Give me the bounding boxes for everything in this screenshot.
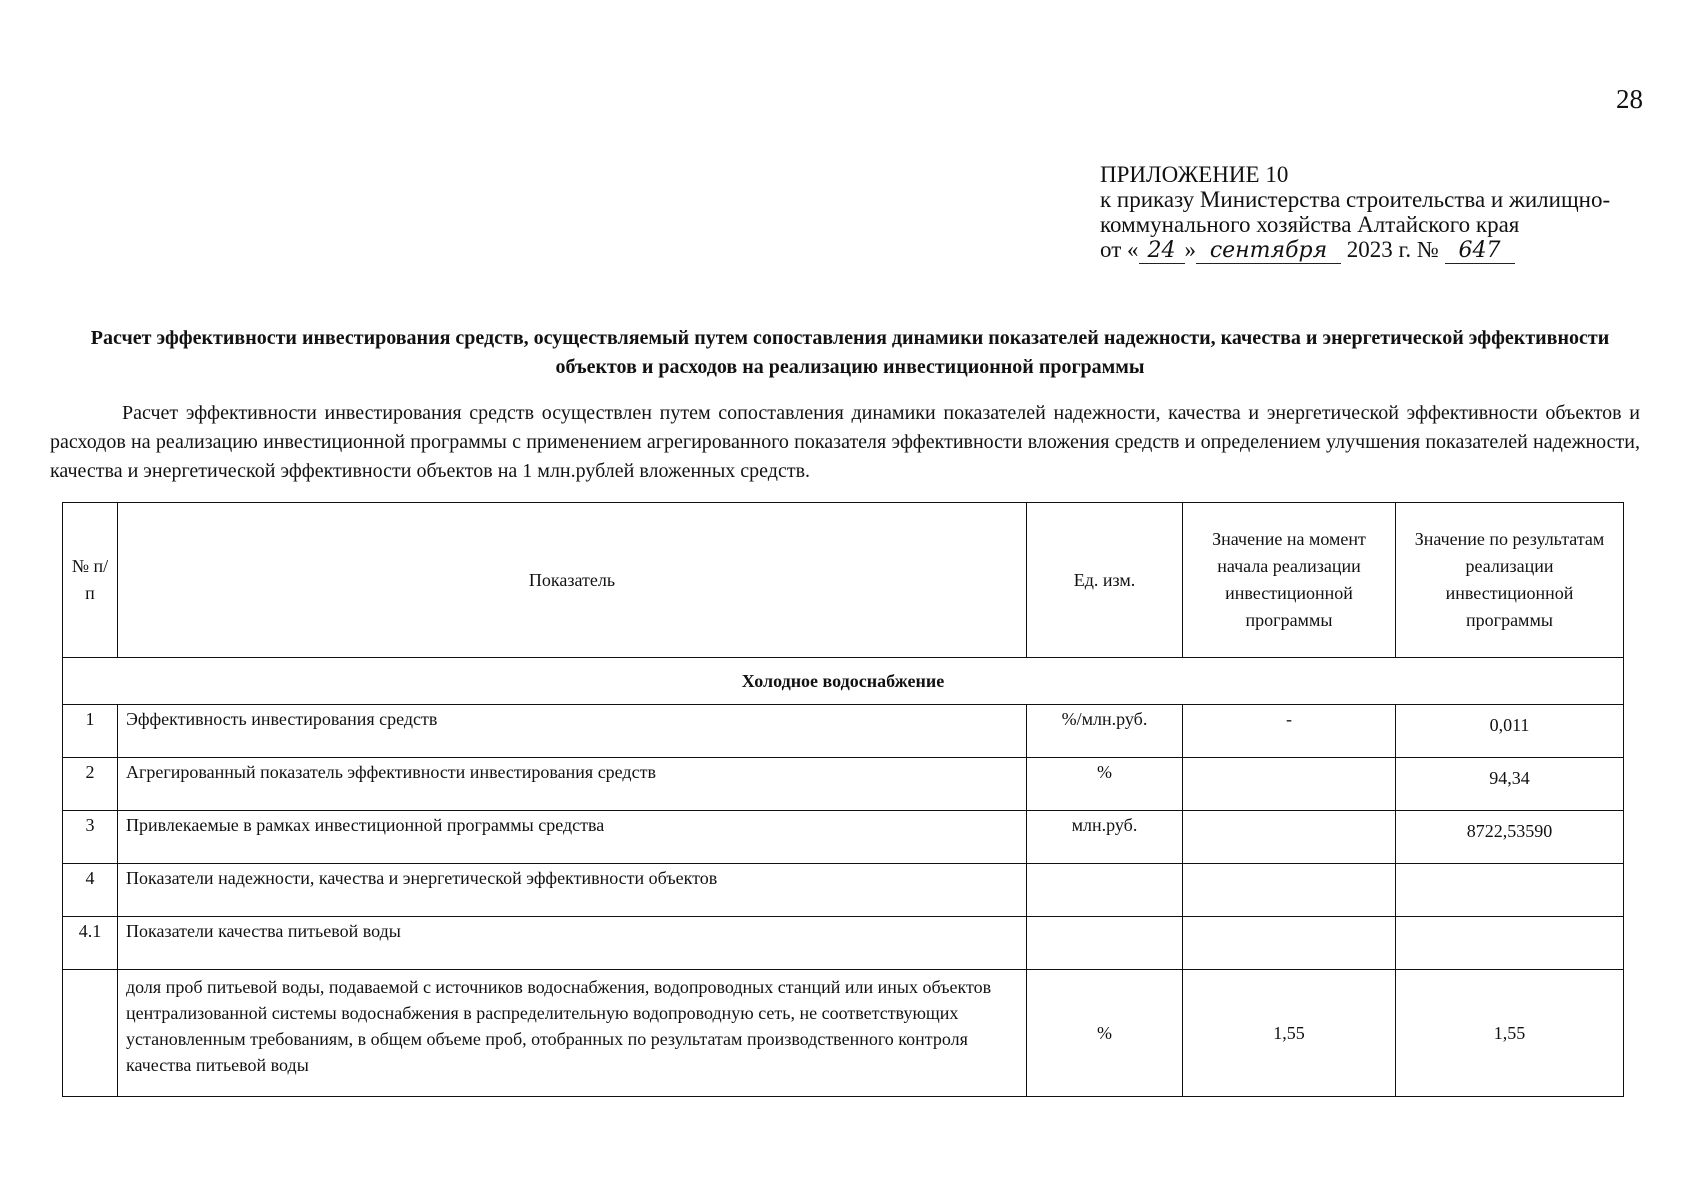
cell-no: 4.1	[63, 917, 118, 970]
handwritten-month: сентября	[1196, 238, 1341, 264]
header-no: № п/п	[63, 503, 118, 658]
header-unit: Ед. изм.	[1027, 503, 1183, 658]
page-number: 28	[1616, 84, 1643, 114]
cell-no: 3	[63, 811, 118, 864]
section-title: Холодное водоснабжение	[63, 658, 1624, 705]
appendix-header	[1100, 162, 1610, 264]
table-row	[63, 864, 1624, 917]
date-year-number: 2023 г. №	[1346, 237, 1439, 262]
cell-name: Показатели качества питьевой воды	[118, 917, 1027, 970]
table-row	[63, 970, 1624, 1097]
cell-unit	[1027, 917, 1183, 970]
cell-end: 8722,53590	[1396, 811, 1624, 864]
header-end-value: Значение по результатам реализации инвестиционной программы	[1396, 503, 1624, 658]
header-name: Показатель	[118, 503, 1027, 658]
date-prefix: от «	[1100, 237, 1139, 262]
cell-unit: %	[1027, 758, 1183, 811]
cell-end: 1,55	[1396, 970, 1624, 1097]
cell-unit: млн.руб.	[1027, 811, 1183, 864]
appendix-date-line	[1100, 237, 1610, 264]
cell-no: 2	[63, 758, 118, 811]
appendix-line-1: к приказу Министерства строительства и жилищно-	[1100, 187, 1611, 212]
indicators-table	[62, 502, 1624, 1097]
cell-start	[1183, 811, 1396, 864]
handwritten-day: 24	[1139, 238, 1185, 264]
cell-start	[1183, 864, 1396, 917]
cell-no: 4	[63, 864, 118, 917]
appendix-title: ПРИЛОЖЕНИЕ 10	[1100, 162, 1289, 187]
cell-start	[1183, 758, 1396, 811]
cell-end	[1396, 917, 1624, 970]
table-row	[63, 758, 1624, 811]
date-mid: »	[1184, 237, 1196, 262]
appendix-line-2: коммунального хозяйства Алтайского края	[1100, 212, 1520, 237]
cell-name: доля проб питьевой воды, подаваемой с источников водоснабжения, водопроводных станций или иных объектов централизованной системы водоснабжения в распределительную водопроводную сеть, не соответствующих установленным требованиям, в общем объеме проб, отобранных по результатам производственного контроля качества питьевой воды	[118, 970, 1027, 1097]
table-row	[63, 811, 1624, 864]
table-section-row	[63, 658, 1624, 705]
cell-unit: %/млн.руб.	[1027, 705, 1183, 758]
cell-name: Эффективность инвестирования средств	[118, 705, 1027, 758]
table-row	[63, 705, 1624, 758]
intro-paragraph: Расчет эффективности инвестирования средств осуществлен путем сопоставления динамики показателей надежности, качества и энергетической эффективности объектов и расходов на реализацию инвестиционной программы с применением агрегированного показателя эффективности вложения средств и определением улучшения показателей надежности, качества и энергетической эффективности объектов на 1 млн.рублей вложенных средств.	[50, 402, 1640, 482]
indicators-table-wrapper	[62, 502, 1623, 1097]
cell-name: Привлекаемые в рамках инвестиционной программы средства	[118, 811, 1027, 864]
document-title: Расчет эффективности инвестирования средств, осуществляемый путем сопоставления динамики показателей надежности, качества и энергетической эффективности объектов и расходов на реализацию инвестиционной программы	[90, 327, 1610, 378]
cell-end: 0,011	[1396, 705, 1624, 758]
cell-no	[63, 970, 118, 1097]
cell-name: Агрегированный показатель эффективности инвестирования средств	[118, 758, 1027, 811]
table-header-row	[63, 503, 1624, 658]
cell-name: Показатели надежности, качества и энергетической эффективности объектов	[118, 864, 1027, 917]
handwritten-order-number: 647	[1445, 238, 1515, 264]
cell-end	[1396, 864, 1624, 917]
header-start-value: Значение на момент начала реализации инвестиционной программы	[1183, 503, 1396, 658]
cell-start: -	[1183, 705, 1396, 758]
cell-start	[1183, 917, 1396, 970]
cell-unit	[1027, 864, 1183, 917]
cell-no: 1	[63, 705, 118, 758]
table-row	[63, 917, 1624, 970]
cell-unit: %	[1027, 970, 1183, 1097]
cell-end: 94,34	[1396, 758, 1624, 811]
cell-start: 1,55	[1183, 970, 1396, 1097]
